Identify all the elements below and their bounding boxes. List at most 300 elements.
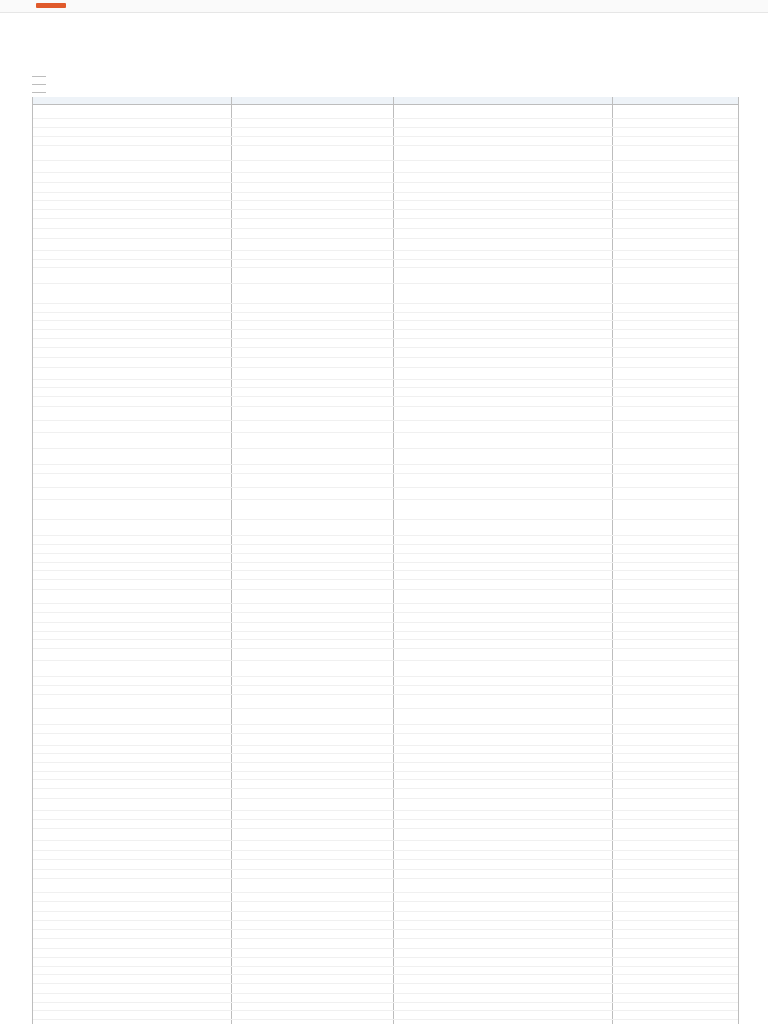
column-header[interactable]	[612, 97, 738, 105]
table-row[interactable]	[33, 268, 738, 284]
row-id-link[interactable]	[33, 772, 231, 780]
table-row[interactable]	[33, 500, 738, 520]
table-row[interactable]	[33, 590, 738, 604]
table-row[interactable]	[33, 1003, 738, 1011]
row-link[interactable]	[612, 368, 738, 380]
row-link[interactable]	[612, 397, 738, 407]
table-row[interactable]	[33, 304, 738, 313]
row-link[interactable]	[612, 321, 738, 330]
row-link[interactable]	[612, 193, 738, 201]
table-row[interactable]	[33, 994, 738, 1003]
row-id-link[interactable]	[33, 146, 231, 161]
row-id-link[interactable]	[33, 604, 231, 613]
row-link[interactable]	[612, 500, 738, 520]
row-link[interactable]	[612, 465, 738, 474]
row-id-link[interactable]	[33, 1020, 231, 1024]
table-row[interactable]	[33, 128, 738, 137]
row-link[interactable]	[612, 284, 738, 304]
table-row[interactable]	[33, 820, 738, 829]
table-row[interactable]	[33, 870, 738, 879]
row-id-link[interactable]	[33, 590, 231, 604]
row-id-link[interactable]	[33, 975, 231, 984]
table-row[interactable]	[33, 348, 738, 358]
row-id-link[interactable]	[33, 930, 231, 939]
row-id-link[interactable]	[33, 921, 231, 930]
row-link[interactable]	[612, 137, 738, 146]
row-meta	[231, 649, 393, 661]
row-id-link[interactable]	[33, 368, 231, 380]
table-row[interactable]	[33, 632, 738, 640]
row-link[interactable]	[612, 851, 738, 860]
row-link[interactable]	[612, 304, 738, 313]
row-id-link[interactable]	[33, 780, 231, 789]
row-link[interactable]	[612, 709, 738, 725]
row-id-link[interactable]	[33, 829, 231, 841]
row-link[interactable]	[612, 811, 738, 820]
table-row[interactable]	[33, 520, 738, 536]
row-link[interactable]	[612, 975, 738, 984]
row-link[interactable]	[612, 632, 738, 640]
row-link[interactable]	[612, 623, 738, 632]
row-id-link[interactable]	[33, 640, 231, 649]
row-link[interactable]	[612, 958, 738, 967]
table-row[interactable]	[33, 449, 738, 465]
row-meta	[231, 623, 393, 632]
row-id-link[interactable]	[33, 967, 231, 975]
row-link[interactable]	[612, 358, 738, 368]
row-link[interactable]	[612, 251, 738, 260]
table-row[interactable]	[33, 421, 738, 433]
table-row[interactable]	[33, 330, 738, 339]
table-row[interactable]	[33, 939, 738, 949]
table-row[interactable]	[33, 119, 738, 128]
row-id-link[interactable]	[33, 229, 231, 239]
row-link[interactable]	[612, 695, 738, 709]
table-row[interactable]	[33, 841, 738, 851]
row-link[interactable]	[612, 146, 738, 161]
row-link[interactable]	[612, 604, 738, 613]
row-link[interactable]	[612, 580, 738, 590]
table-row[interactable]	[33, 339, 738, 348]
table-row[interactable]	[33, 967, 738, 975]
table-row[interactable]	[33, 879, 738, 893]
row-id-link[interactable]	[33, 661, 231, 677]
row-meta	[231, 358, 393, 368]
table-row[interactable]	[33, 380, 738, 388]
row-id-link[interactable]	[33, 128, 231, 137]
row-id-link[interactable]	[33, 465, 231, 474]
row-link[interactable]	[612, 590, 738, 604]
row-link[interactable]	[612, 949, 738, 958]
row-link[interactable]	[612, 161, 738, 173]
row-link[interactable]	[612, 421, 738, 433]
row-link[interactable]	[612, 119, 738, 128]
site-logo[interactable]	[36, 3, 66, 8]
table-row[interactable]	[33, 321, 738, 330]
table-row[interactable]	[33, 661, 738, 677]
row-id-link[interactable]	[33, 520, 231, 536]
table-row[interactable]	[33, 474, 738, 488]
table-row[interactable]	[33, 433, 738, 449]
row-link[interactable]	[612, 772, 738, 780]
row-link[interactable]	[612, 613, 738, 623]
table-row[interactable]	[33, 754, 738, 763]
row-link[interactable]	[612, 640, 738, 649]
row-meta	[231, 912, 393, 921]
row-link[interactable]	[612, 686, 738, 695]
table-row[interactable]	[33, 860, 738, 870]
row-id-link[interactable]	[33, 754, 231, 763]
row-link[interactable]	[612, 380, 738, 388]
row-id-link[interactable]	[33, 677, 231, 686]
table-row[interactable]	[33, 709, 738, 725]
row-id-link[interactable]	[33, 358, 231, 368]
filter-marker	[32, 76, 46, 77]
table-row[interactable]	[33, 388, 738, 397]
filter-row[interactable]	[32, 88, 292, 96]
table-row[interactable]	[33, 193, 738, 201]
table-row[interactable]	[33, 183, 738, 193]
table-row[interactable]	[33, 239, 738, 251]
table-row[interactable]	[33, 488, 738, 500]
table-row[interactable]	[33, 201, 738, 210]
row-id-link[interactable]	[33, 958, 231, 967]
row-link[interactable]	[612, 746, 738, 754]
row-link[interactable]	[612, 1011, 738, 1020]
row-id-link[interactable]	[33, 763, 231, 772]
row-link[interactable]	[612, 879, 738, 893]
table-row[interactable]	[33, 161, 738, 173]
row-id-link[interactable]	[33, 789, 231, 799]
row-link[interactable]	[612, 536, 738, 545]
row-id-link[interactable]	[33, 709, 231, 725]
table-row[interactable]	[33, 811, 738, 820]
table-row[interactable]	[33, 210, 738, 219]
row-description	[393, 604, 612, 613]
table-row[interactable]	[33, 580, 738, 590]
row-id-link[interactable]	[33, 260, 231, 268]
table-row[interactable]	[33, 229, 738, 239]
row-id-link[interactable]	[33, 851, 231, 860]
table-row[interactable]	[33, 260, 738, 268]
row-id-link[interactable]	[33, 193, 231, 201]
column-header[interactable]	[33, 97, 231, 105]
row-link[interactable]	[612, 1003, 738, 1011]
row-link[interactable]	[612, 984, 738, 994]
row-description	[393, 268, 612, 284]
row-link[interactable]	[612, 649, 738, 661]
row-link[interactable]	[612, 902, 738, 912]
row-description	[393, 799, 612, 811]
table-row[interactable]	[33, 219, 738, 229]
row-id-link[interactable]	[33, 870, 231, 879]
row-id-link[interactable]	[33, 860, 231, 870]
row-link[interactable]	[612, 173, 738, 183]
row-id-link[interactable]	[33, 695, 231, 709]
table-row[interactable]	[33, 789, 738, 799]
row-id-link[interactable]	[33, 449, 231, 465]
row-id-link[interactable]	[33, 613, 231, 623]
row-link[interactable]	[612, 1020, 738, 1024]
table-row[interactable]	[33, 313, 738, 321]
row-id-link[interactable]	[33, 488, 231, 500]
row-link[interactable]	[612, 128, 738, 137]
row-meta	[231, 640, 393, 649]
row-id-link[interactable]	[33, 330, 231, 339]
row-link[interactable]	[612, 967, 738, 975]
row-link[interactable]	[612, 239, 738, 251]
row-link[interactable]	[612, 789, 738, 799]
row-id-link[interactable]	[33, 407, 231, 421]
table-row[interactable]	[33, 604, 738, 613]
row-id-link[interactable]	[33, 348, 231, 358]
row-link[interactable]	[612, 229, 738, 239]
row-description	[393, 893, 612, 902]
filter-row[interactable]	[32, 72, 292, 80]
row-id-link[interactable]	[33, 734, 231, 746]
table-row[interactable]	[33, 725, 738, 734]
table-row[interactable]	[33, 571, 738, 580]
row-id-link[interactable]	[33, 380, 231, 388]
row-id-link[interactable]	[33, 879, 231, 893]
row-id-link[interactable]	[33, 949, 231, 958]
column-header[interactable]	[231, 97, 393, 105]
row-link[interactable]	[612, 754, 738, 763]
column-header[interactable]	[393, 97, 612, 105]
row-id-link[interactable]	[33, 433, 231, 449]
row-description	[393, 339, 612, 348]
row-link[interactable]	[612, 449, 738, 465]
row-description	[393, 520, 612, 536]
row-link[interactable]	[612, 734, 738, 746]
row-link[interactable]	[612, 921, 738, 930]
row-description	[393, 260, 612, 268]
row-id-link[interactable]	[33, 474, 231, 488]
row-meta	[231, 173, 393, 183]
table-row[interactable]	[33, 284, 738, 304]
table-row[interactable]	[33, 251, 738, 260]
row-link[interactable]	[612, 554, 738, 563]
table-row[interactable]	[33, 465, 738, 474]
row-id-link[interactable]	[33, 580, 231, 590]
row-id-link[interactable]	[33, 571, 231, 580]
row-meta	[231, 449, 393, 465]
table-row[interactable]	[33, 677, 738, 686]
row-id-link[interactable]	[33, 137, 231, 146]
table-row[interactable]	[33, 105, 738, 119]
row-id-link[interactable]	[33, 686, 231, 695]
row-id-link[interactable]	[33, 984, 231, 994]
row-description	[393, 284, 612, 304]
row-id-link[interactable]	[33, 210, 231, 219]
row-id-link[interactable]	[33, 563, 231, 571]
table-row[interactable]	[33, 930, 738, 939]
table-row[interactable]	[33, 137, 738, 146]
row-id-link[interactable]	[33, 746, 231, 754]
table-row[interactable]	[33, 893, 738, 902]
row-id-link[interactable]	[33, 268, 231, 284]
table-row[interactable]	[33, 368, 738, 380]
row-link[interactable]	[612, 201, 738, 210]
table-row[interactable]	[33, 975, 738, 984]
table-row[interactable]	[33, 829, 738, 841]
table-row[interactable]	[33, 649, 738, 661]
table-row[interactable]	[33, 772, 738, 780]
table-row[interactable]	[33, 912, 738, 921]
row-link[interactable]	[612, 725, 738, 734]
row-description	[393, 590, 612, 604]
row-link[interactable]	[612, 930, 738, 939]
row-id-link[interactable]	[33, 799, 231, 811]
table-row[interactable]	[33, 407, 738, 421]
row-link[interactable]	[612, 661, 738, 677]
row-id-link[interactable]	[33, 388, 231, 397]
row-link[interactable]	[612, 474, 738, 488]
table-row[interactable]	[33, 146, 738, 161]
table-row[interactable]	[33, 1020, 738, 1024]
row-id-link[interactable]	[33, 239, 231, 251]
row-id-link[interactable]	[33, 893, 231, 902]
table-row[interactable]	[33, 921, 738, 930]
table-row[interactable]	[33, 397, 738, 407]
row-id-link[interactable]	[33, 649, 231, 661]
row-id-link[interactable]	[33, 105, 231, 119]
table-row[interactable]	[33, 734, 738, 746]
row-link[interactable]	[612, 912, 738, 921]
row-id-link[interactable]	[33, 994, 231, 1003]
row-id-link[interactable]	[33, 811, 231, 820]
table-row[interactable]	[33, 686, 738, 695]
table-row[interactable]	[33, 695, 738, 709]
table-row[interactable]	[33, 554, 738, 563]
row-meta	[231, 474, 393, 488]
row-id-link[interactable]	[33, 251, 231, 260]
row-id-link[interactable]	[33, 321, 231, 330]
row-link[interactable]	[612, 545, 738, 554]
row-id-link[interactable]	[33, 623, 231, 632]
row-id-link[interactable]	[33, 1011, 231, 1020]
row-meta	[231, 563, 393, 571]
row-id-link[interactable]	[33, 284, 231, 304]
table-row[interactable]	[33, 536, 738, 545]
table-row[interactable]	[33, 358, 738, 368]
table-row[interactable]	[33, 763, 738, 772]
filter-row[interactable]	[32, 80, 292, 88]
table-row[interactable]	[33, 613, 738, 623]
row-link[interactable]	[612, 260, 738, 268]
table-row[interactable]	[33, 902, 738, 912]
row-id-link[interactable]	[33, 841, 231, 851]
row-link[interactable]	[612, 571, 738, 580]
row-link[interactable]	[612, 388, 738, 397]
row-link[interactable]	[612, 677, 738, 686]
row-description	[393, 725, 612, 734]
row-link[interactable]	[612, 870, 738, 879]
row-link[interactable]	[612, 183, 738, 193]
table-row[interactable]	[33, 623, 738, 632]
row-link[interactable]	[612, 339, 738, 348]
row-link[interactable]	[612, 105, 738, 119]
row-id-link[interactable]	[33, 421, 231, 433]
row-id-link[interactable]	[33, 902, 231, 912]
row-id-link[interactable]	[33, 161, 231, 173]
row-meta	[231, 397, 393, 407]
row-meta	[231, 851, 393, 860]
table-row[interactable]	[33, 799, 738, 811]
row-id-link[interactable]	[33, 500, 231, 520]
table-row[interactable]	[33, 640, 738, 649]
row-link[interactable]	[612, 348, 738, 358]
table-row[interactable]	[33, 563, 738, 571]
row-link[interactable]	[612, 841, 738, 851]
row-description	[393, 500, 612, 520]
row-link[interactable]	[612, 210, 738, 219]
row-id-link[interactable]	[33, 912, 231, 921]
row-id-link[interactable]	[33, 632, 231, 640]
table-row[interactable]	[33, 958, 738, 967]
table-row[interactable]	[33, 780, 738, 789]
row-link[interactable]	[612, 219, 738, 229]
row-link[interactable]	[612, 407, 738, 421]
row-id-link[interactable]	[33, 536, 231, 545]
table-row[interactable]	[33, 984, 738, 994]
row-link[interactable]	[612, 829, 738, 841]
row-link[interactable]	[612, 799, 738, 811]
row-link[interactable]	[612, 488, 738, 500]
row-id-link[interactable]	[33, 725, 231, 734]
row-id-link[interactable]	[33, 313, 231, 321]
row-meta	[231, 339, 393, 348]
row-link[interactable]	[612, 893, 738, 902]
row-id-link[interactable]	[33, 554, 231, 563]
row-link[interactable]	[612, 563, 738, 571]
row-meta	[231, 520, 393, 536]
table-row[interactable]	[33, 949, 738, 958]
row-id-link[interactable]	[33, 820, 231, 829]
row-meta	[231, 146, 393, 161]
row-description	[393, 368, 612, 380]
row-id-link[interactable]	[33, 545, 231, 554]
row-link[interactable]	[612, 268, 738, 284]
row-link[interactable]	[612, 433, 738, 449]
row-link[interactable]	[612, 330, 738, 339]
row-link[interactable]	[612, 939, 738, 949]
row-id-link[interactable]	[33, 304, 231, 313]
row-id-link[interactable]	[33, 1003, 231, 1011]
row-id-link[interactable]	[33, 173, 231, 183]
row-id-link[interactable]	[33, 119, 231, 128]
row-id-link[interactable]	[33, 397, 231, 407]
row-link[interactable]	[612, 820, 738, 829]
row-id-link[interactable]	[33, 939, 231, 949]
table-row[interactable]	[33, 851, 738, 860]
row-id-link[interactable]	[33, 339, 231, 348]
table-row[interactable]	[33, 173, 738, 183]
row-link[interactable]	[612, 520, 738, 536]
row-link[interactable]	[612, 780, 738, 789]
table-row[interactable]	[33, 545, 738, 554]
row-link[interactable]	[612, 313, 738, 321]
row-link[interactable]	[612, 763, 738, 772]
row-link[interactable]	[612, 994, 738, 1003]
row-link[interactable]	[612, 860, 738, 870]
table-row[interactable]	[33, 746, 738, 754]
row-meta	[231, 488, 393, 500]
row-id-link[interactable]	[33, 183, 231, 193]
row-id-link[interactable]	[33, 219, 231, 229]
row-id-link[interactable]	[33, 201, 231, 210]
table-row[interactable]	[33, 1011, 738, 1020]
